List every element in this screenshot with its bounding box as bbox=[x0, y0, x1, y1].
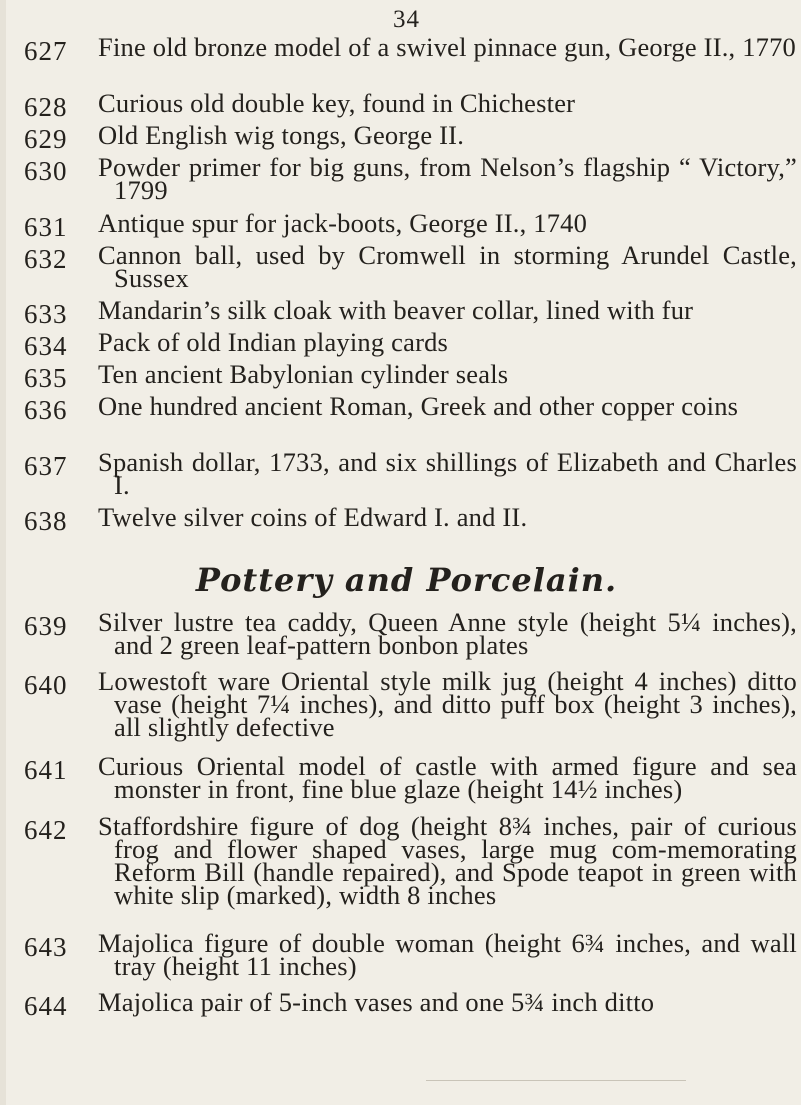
lot-description: Spanish dollar, 1733, and six shillings of Elizabeth and Charles I. bbox=[98, 447, 797, 500]
lot-number: 642 bbox=[24, 815, 68, 845]
lot-description: Lowestoft ware Oriental style milk jug (height 4 inches) ditto vase (height 7¼ inches), and ditto puff box (height 3 inches), all slightly defective bbox=[98, 666, 797, 742]
lot-description: Powder primer for big guns, from Nelson’s flagship “ Victory,” 1799 bbox=[98, 152, 797, 205]
lot-number: 641 bbox=[24, 755, 68, 785]
lot-description: Old English wig tongs, George II. bbox=[98, 120, 465, 150]
lot-number: 628 bbox=[24, 92, 68, 122]
lot-description: Curious Oriental model of castle with armed figure and sea monster in front, fine blue glaze (height 14½ inches) bbox=[98, 751, 797, 804]
lot-number: 635 bbox=[24, 363, 68, 393]
lot-description: Mandarin’s silk cloak with beaver collar, lined with fur bbox=[98, 295, 694, 325]
lot-description: Ten ancient Babylonian cylinder seals bbox=[98, 359, 509, 389]
lot-number: 634 bbox=[24, 331, 68, 361]
lot-description: Silver lustre tea caddy, Queen Anne style (height 5¼ inches), and 2 green leaf-pattern bonbon plates bbox=[98, 607, 797, 660]
lot-number: 627 bbox=[24, 36, 68, 66]
divider bbox=[426, 1080, 686, 1081]
lot-description: Antique spur for jack-boots, George II., 1740 bbox=[98, 208, 588, 238]
lot-description: One hundred ancient Roman, Greek and other copper coins bbox=[98, 391, 739, 421]
lot-number: 639 bbox=[24, 611, 68, 641]
lot-description: Majolica figure of double woman (height 6¾ inches, and wall tray (height 11 inches) bbox=[98, 928, 797, 981]
section-heading: Pottery and Porcelain. bbox=[195, 561, 618, 599]
lot-number: 644 bbox=[24, 991, 68, 1021]
lot-number: 633 bbox=[24, 299, 68, 329]
lot-description: Curious old double key, found in Chichester bbox=[98, 88, 576, 118]
lot-description: Pack of old Indian playing cards bbox=[98, 327, 449, 357]
lot-description: Cannon ball, used by Cromwell in storming Arundel Castle, Sussex bbox=[98, 240, 797, 293]
lot-description: Staffordshire figure of dog (height 8¾ inches, pair of curious frog and flower shaped vases, large mug com-memorating Reform Bill (handle repaired), and Spode teapot in green with white slip (marked), width 8 inches bbox=[98, 811, 797, 910]
lot-description: Majolica pair of 5-inch vases and one 5¾ inch ditto bbox=[98, 987, 655, 1017]
lot-number: 632 bbox=[24, 244, 68, 274]
lot-number: 643 bbox=[24, 932, 68, 962]
lot-number: 638 bbox=[24, 506, 68, 536]
lot-number: 630 bbox=[24, 156, 68, 186]
lot-number: 640 bbox=[24, 670, 68, 700]
lot-number: 636 bbox=[24, 395, 68, 425]
lot-number: 631 bbox=[24, 212, 68, 242]
lot-number: 637 bbox=[24, 451, 68, 481]
lot-description: Twelve silver coins of Edward I. and II. bbox=[98, 502, 528, 532]
lot-description: Fine old bronze model of a swivel pinnace gun, George II., 1770 bbox=[98, 32, 796, 62]
page-number: 34 bbox=[393, 6, 420, 33]
lot-number: 629 bbox=[24, 124, 68, 154]
